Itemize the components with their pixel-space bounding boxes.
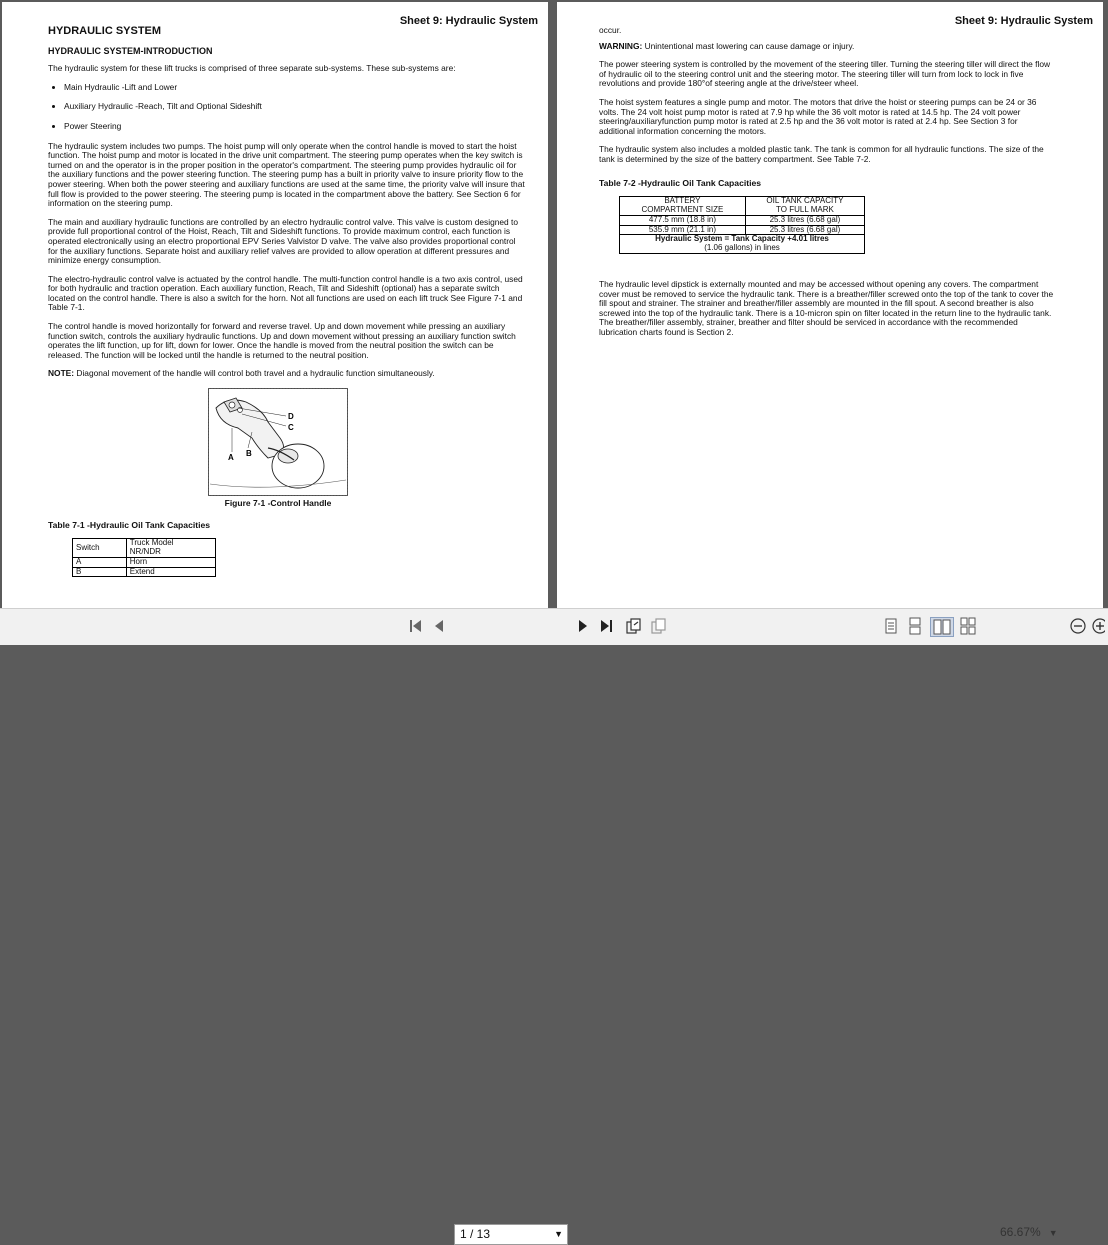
next-page-icon — [576, 617, 590, 635]
zoom-value: 66.67% — [1000, 1225, 1041, 1239]
table-caption: Table 7-1 -Hydraulic Oil Tank Capacities — [48, 519, 211, 530]
note-text: Diagonal movement of the handle will control both travel and a hydraulic function simultaneously. — [74, 368, 435, 379]
table-cell: 25.3 litres (6.68 gal) — [745, 215, 864, 225]
page-number-input[interactable] — [454, 1224, 568, 1245]
previous-page-icon — [432, 617, 446, 635]
document-page-left — [2, 2, 548, 608]
table-header — [620, 197, 746, 216]
subsystem-list — [48, 83, 526, 132]
continuous-page-icon — [907, 617, 923, 635]
zoom-out-button[interactable] — [1069, 617, 1087, 635]
switch-function-table — [72, 538, 216, 577]
two-page-icon — [932, 618, 952, 636]
header-line: OIL TANK CAPACITY — [766, 196, 844, 206]
body-paragraph: The hydraulic system includes two pumps. The hoist pump will only operate when the control handle is moved to start the hoist function. The hoist pump and motor is located in the drive unit compartment. The steering pump operates when the key switch is turned on and the operator is in the proper position in the operator's compartment. The steering pump provides hydraulic oil for the auxiliary functions and the power steering function. The steering pump has a built in priority valve to insure priority flow to the power steering. When both the power steering and auxiliary functions are used at the same time, the priority valve will insure that full flow is provided to the power steering. The steering pump is located in the compartment above the battery. See Section 6 for information on the steering pump. — [48, 140, 525, 209]
table-cell: B — [73, 567, 127, 577]
single-page-icon — [883, 617, 899, 635]
zoom-level[interactable] — [1000, 1225, 1058, 1239]
table-header: Switch — [73, 539, 127, 558]
sheet-header: Sheet 9: Hydraulic System — [399, 15, 538, 27]
body-paragraph: The hydraulic level dipstick is externally mounted and may be accessed without opening any covers. The compartment cover must be removed to service the hydraulic tank. There is a breather/filler screwed onto the top of the tank to cover the fill spout and strainer. The strainer and breather/filler assembly are mounted in the fill spout. A second breather is also screwed into the top of the hydraulic tank. There is a 10-micron spin on filter located in the return line to the hydraulic tank. The breather/filler assembly, strainer, breather and filter should be serviced in accordance with the recommended lubrication charts found is Section 2. — [599, 278, 1054, 337]
table-header — [126, 539, 215, 558]
table-row — [620, 215, 865, 225]
control-handle-figure — [208, 388, 348, 509]
table-header — [745, 197, 864, 216]
viewer-toolbar — [0, 608, 1108, 1241]
note-label: NOTE: — [48, 368, 75, 379]
zoom-in-icon — [1091, 617, 1105, 635]
note-paragraph — [48, 369, 526, 379]
copy-icon — [650, 617, 668, 635]
single-page-view-button[interactable] — [883, 617, 899, 635]
header-line: BATTERY — [664, 196, 701, 206]
page-title: HYDRAULIC SYSTEM — [48, 25, 162, 37]
body-paragraph: The main and auxiliary hydraulic functions are controlled by an electro hydraulic control valve. This valve is custom designed to provide full proportional control of the Hoist, Reach, Tilt and Sideshift functions. To provide maximum control, each function is operated electronically using an electro proportional EPV Series Valvistor D valve. The valve also provides proportional control for the auxiliary functions. Separate hoist and auxiliary relief valves are provided to allow operation at different pressures and minimize energy consumption. — [48, 216, 519, 266]
footer-line: Hydraulic System = Tank Capacity +4.01 litres — [655, 234, 829, 244]
body-paragraph: The hoist system features a single pump and motor. The motors that drive the hoist or steering pumps can be 24 or 36 volts. The 24 volt hoist pump motor is rated at 7.9 hp while the 36 volt motor is rated at 14.5 hp. The 24 volt power steering/auxiliaryfunction pump motor is rated at 2.5 hp and the 36 volt motor is rated at 2.4 hp. See Section 3 for additional information concerning the motors. — [599, 96, 1037, 136]
figure-label-c: C — [288, 423, 294, 433]
copy-page-button[interactable] — [650, 617, 668, 635]
footer-line: (1.06 gallons) in lines — [704, 243, 780, 253]
warning-paragraph — [599, 42, 1055, 52]
first-page-button[interactable] — [408, 617, 424, 635]
body-paragraph: The control handle is moved horizontally for forward and reverse travel. Up and down movement while pressing an auxiliary function switch, controls the auxiliary hydraulic functions. Up and down movement without pressing an auxiliary function switch operates the lift function, up for lift, down for lower. Once the handle is moved from the neutral position the switch can be released. The function will be locked until the handle is returned to the neutral position. — [48, 321, 516, 360]
header-line: NR/NDR — [129, 547, 161, 557]
table-row — [73, 567, 216, 577]
figure-label-b: B — [246, 449, 252, 459]
continuous-view-button[interactable] — [907, 617, 923, 635]
zoom-out-icon — [1069, 617, 1087, 635]
tank-capacity-table — [619, 196, 865, 254]
two-page-continuous-icon — [959, 617, 977, 635]
warning-text: Unintentional mast lowering can cause damage or injury. — [642, 40, 855, 51]
chevron-down-icon[interactable]: ▼ — [554, 1229, 563, 1239]
header-line: COMPARTMENT SIZE — [641, 204, 724, 214]
last-page-button[interactable] — [598, 617, 614, 635]
zoom-in-button[interactable] — [1091, 617, 1105, 635]
last-page-icon — [598, 617, 614, 635]
export-page-button[interactable] — [625, 617, 643, 635]
figure-label-a: A — [228, 453, 234, 463]
document-page-right — [557, 2, 1103, 608]
table-cell: Extend — [126, 567, 215, 577]
table-row — [73, 557, 216, 567]
two-page-continuous-button[interactable] — [959, 617, 977, 635]
page-number-value: 1 / 13 — [460, 1227, 491, 1241]
table-caption: Table 7-2 -Hydraulic Oil Tank Capacities — [599, 177, 762, 188]
table-cell: Horn — [126, 557, 215, 567]
list-item: • Power Steering — [64, 122, 526, 132]
chevron-down-icon[interactable]: ▼ — [1048, 1228, 1058, 1238]
header-line: Truck Model — [129, 538, 174, 548]
two-page-view-button[interactable] — [930, 617, 954, 637]
header-line: TO FULL MARK — [776, 204, 834, 214]
previous-page-button[interactable] — [432, 617, 446, 635]
table-cell: 25.3 litres (6.68 gal) — [745, 225, 864, 235]
sheet-header: Sheet 9: Hydraulic System — [954, 15, 1093, 27]
next-page-button[interactable] — [576, 617, 590, 635]
body-paragraph: The hydraulic system also includes a molded plastic tank. The tank is common for all hydraulic functions. The size of the tank is determined by the size of the battery compartment. See Table 7-2. — [599, 144, 1044, 164]
table-cell: 477.5 mm (18.8 in) — [620, 215, 746, 225]
continued-text: occur. — [599, 25, 622, 35]
figure-label-d: D — [288, 412, 294, 422]
body-paragraph: The power steering system is controlled by the movement of the steering tiller. Turning the steering tiller will direct the flow of hydraulic oil to the steering control unit and the steering motor. The steering tiller will turn from lock to lock in five revolutions and provide 180°of steering angle at the drive/steer wheel. — [599, 59, 1051, 89]
table-row — [620, 235, 865, 254]
intro-paragraph: The hydraulic system for these lift trucks is comprised of three separate sub-systems. These sub-systems are: — [48, 63, 456, 74]
table-cell: 535.9 mm (21.1 in) — [620, 225, 746, 235]
figure-caption: Figure 7-1 -Control Handle — [224, 498, 332, 509]
list-item: • Auxiliary Hydraulic -Reach, Tilt and Optional Sideshift — [64, 102, 526, 112]
body-paragraph: The electro-hydraulic control valve is actuated by the control handle. The multi-function control handle is a two axis control, used for both hydraulic and traction operation. Each auxiliary function, Reach, Tilt and Sideshift (optional) has a separate switch located on the control handle. There is also a switch for the horn. Not all functions are used on each lift truck See Figure 7-1 and Table 7-1. — [48, 273, 523, 313]
section-subtitle: HYDRAULIC SYSTEM-INTRODUCTION — [48, 45, 213, 56]
list-item: • Main Hydraulic -Lift and Lower — [64, 83, 526, 93]
table-footer-cell — [620, 235, 865, 254]
warning-label: WARNING: — [599, 40, 643, 51]
control-handle-illustration — [208, 388, 348, 496]
table-cell: A — [73, 557, 127, 567]
export-icon — [625, 617, 643, 635]
first-page-icon — [408, 617, 424, 635]
